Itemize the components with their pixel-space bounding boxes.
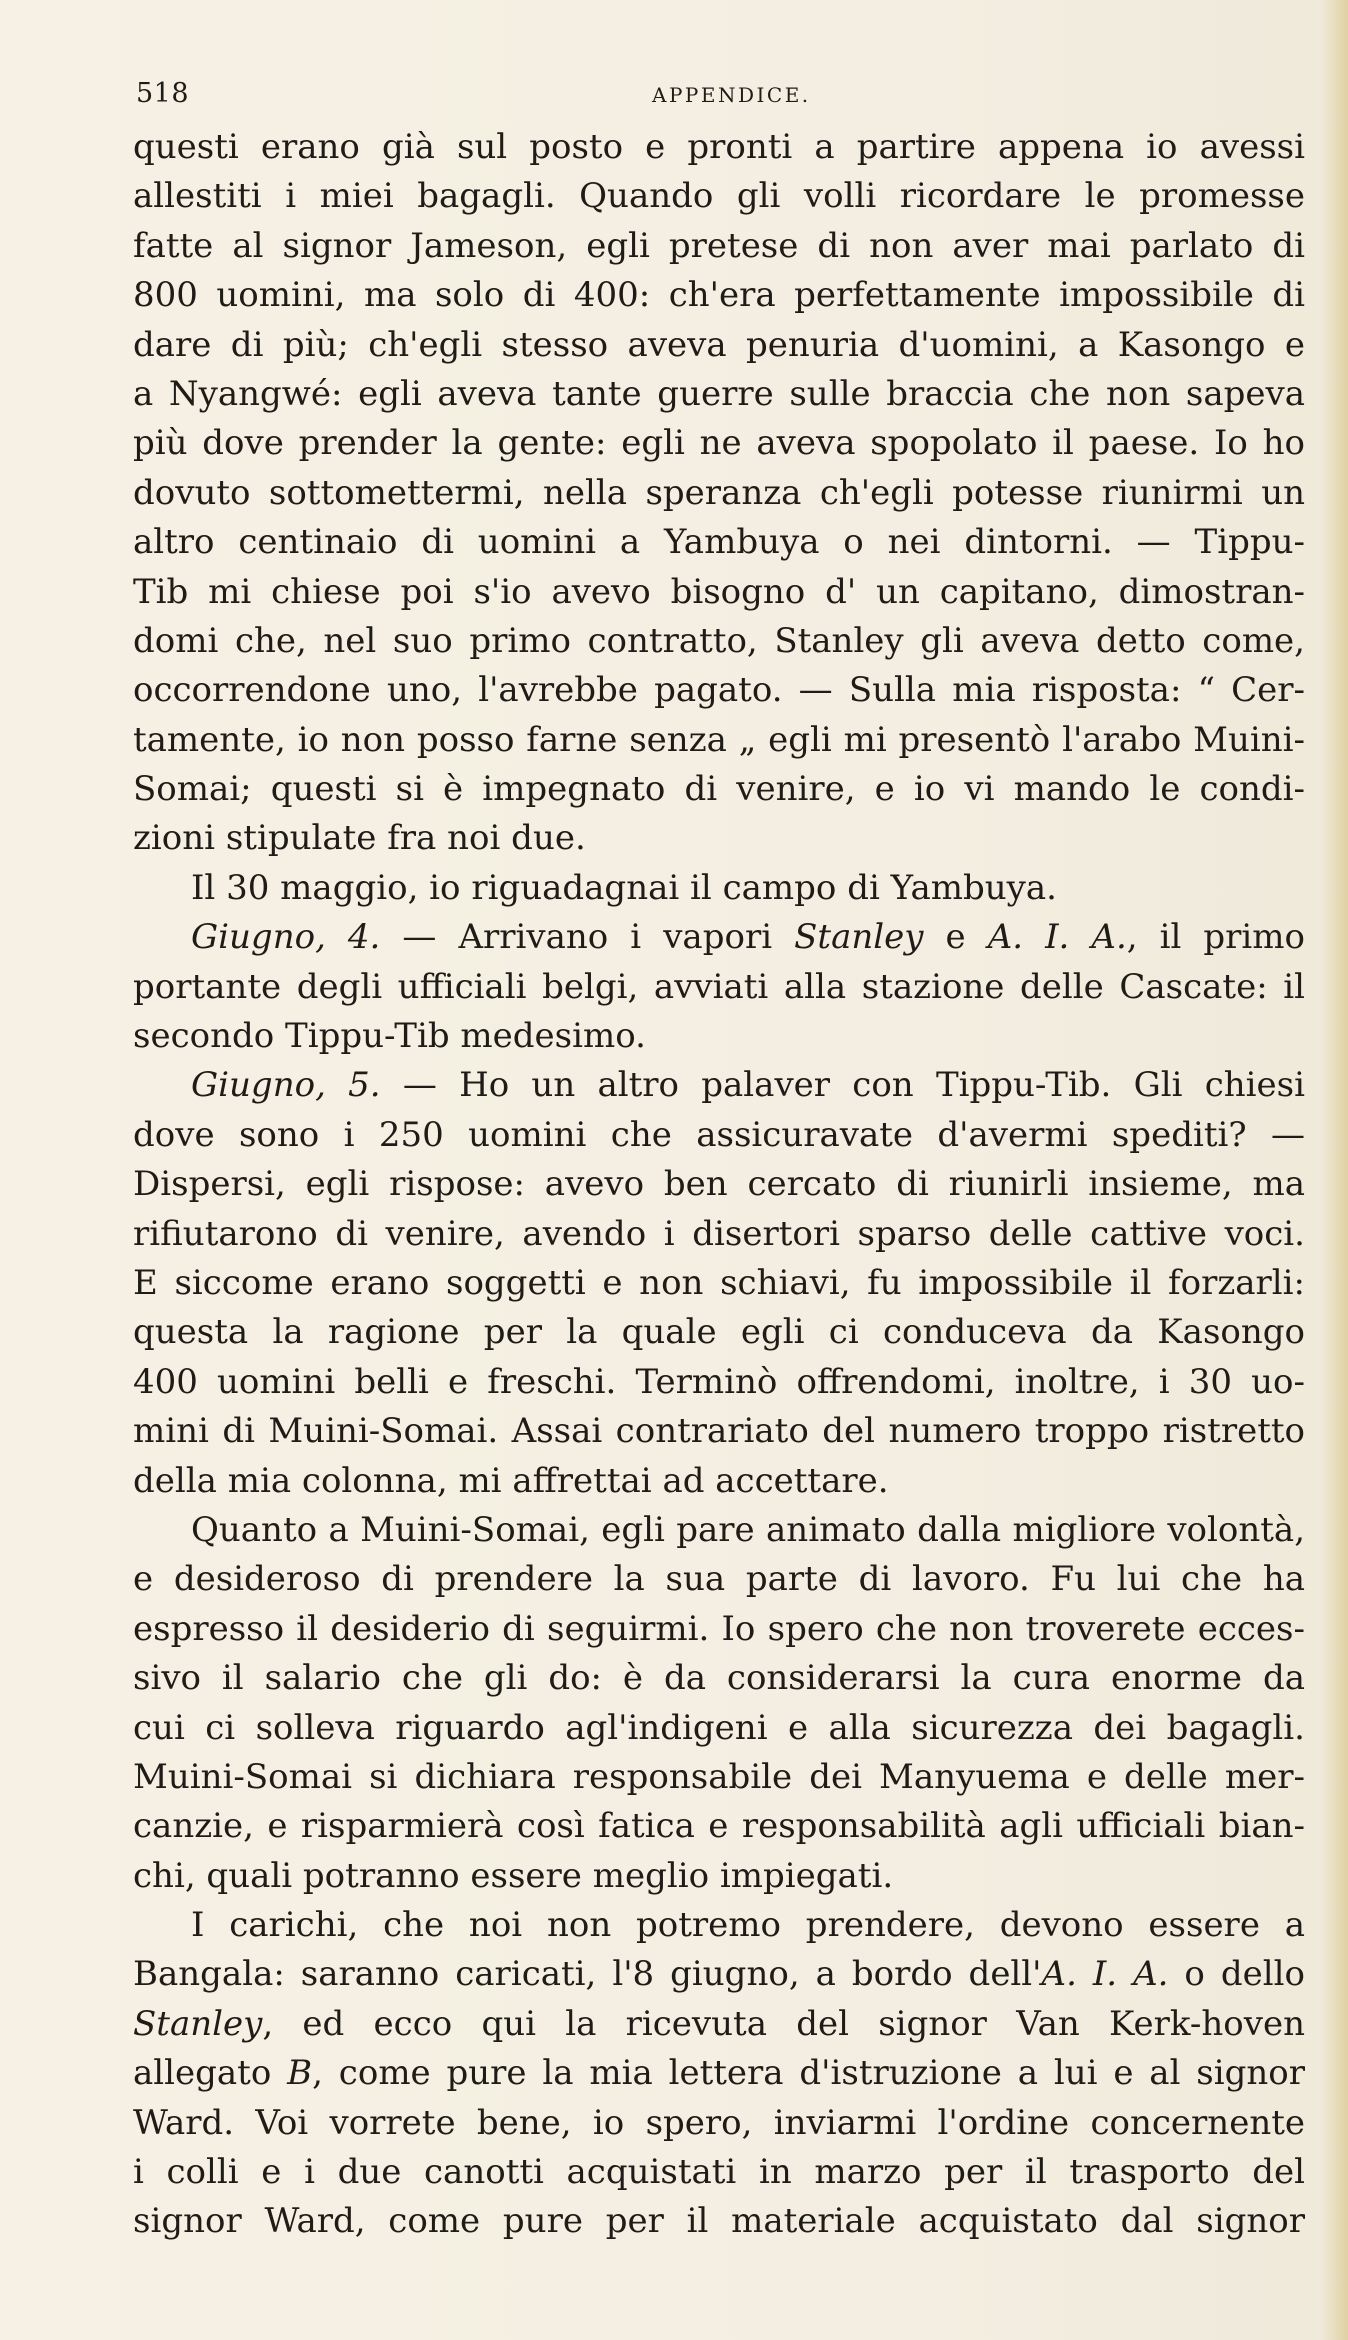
- text-italic: A. I. A.: [1041, 1954, 1169, 1995]
- text-line: rifiutarono di venire, avendo i disertori sparso delle cattive voci.: [133, 1213, 1305, 1254]
- text-line: 800 uomini, ma solo di 400: ch'era perfettamente impossibile di: [133, 275, 1305, 316]
- text-run: , il primo: [1126, 917, 1306, 958]
- text-line: E siccome erano soggetti e non schiavi, fu impossibile il forzarli:: [133, 1262, 1305, 1303]
- page-edge-shading: [1320, 0, 1348, 2340]
- text-line: I carichi, che noi non potremo prendere, devono essere a: [191, 1905, 1305, 1946]
- text-line: più dove prender la gente: egli ne aveva spopolato il paese. Io ho: [133, 423, 1305, 464]
- text-run: Bangala: saranno caricati, l'8 giugno, a bordo dell': [133, 1954, 1042, 1995]
- text-line: portante degli ufficiali belgi, avviati alla stazione delle Cascate: il: [133, 966, 1305, 1007]
- body-text: [133, 123, 1305, 2247]
- text-line-mixed: [133, 2049, 1305, 2098]
- text-line: dare di più; ch'egli stesso aveva penuria d'uomini, a Kasongo e: [133, 324, 1305, 365]
- text-line: domi che, nel suo primo contratto, Stanley gli aveva detto come,: [133, 620, 1305, 661]
- text-line: della mia colonna, mi affrettai ad accettare.: [133, 1460, 889, 1501]
- text-line: canzie, e risparmierà così fatica e responsabilità agli ufficiali bian-: [133, 1806, 1305, 1847]
- text-line-mixed: [133, 2000, 1305, 2049]
- text-line: Somai; questi si è impegnato di venire, e io vi mando le condi-: [133, 769, 1305, 810]
- text-line: questa la ragione per la quale egli ci conduceva da Kasongo: [133, 1312, 1305, 1353]
- text-line: allestiti i miei bagagli. Quando gli volli ricordare le promesse: [133, 176, 1305, 217]
- text-line: sivo il salario che gli do: è da considerarsi la cura enorme da: [133, 1658, 1305, 1699]
- text-line: signor Ward, come pure per il materiale acquistato dal signor: [133, 2201, 1305, 2242]
- text-run: , come pure la mia lettera d'istruzione a lui e al signor: [312, 2053, 1305, 2094]
- text-line: dove sono i 250 uomini che assicuravate d'avermi spediti? —: [133, 1114, 1305, 1155]
- text-line: Muini-Somai si dichiara responsabile dei Manyuema e delle mer-: [133, 1756, 1305, 1797]
- text-run: , ed ecco qui la ricevuta del signor Van Kerk-hoven: [262, 2003, 1305, 2044]
- text-line: i colli e i due canotti acquistati in marzo per il trasporto del: [133, 2152, 1305, 2193]
- text-italic: A. I. A.: [987, 917, 1127, 958]
- text-line: Il 30 maggio, io riguadagnai il campo di Yambuya.: [191, 867, 1057, 908]
- text-line: zioni stipulate fra noi due.: [133, 818, 586, 859]
- text-line: 400 uomini belli e freschi. Terminò offrendomi, inoltre, i 30 uo-: [133, 1361, 1305, 1402]
- text-run: allegato: [133, 2053, 288, 2094]
- text-italic: Giugno, 5.: [191, 1065, 381, 1106]
- text-line: e desideroso di prendere la sua parte di lavoro. Fu lui che ha: [133, 1559, 1305, 1600]
- text-line: occorrendone uno, l'avrebbe pagato. — Sulla mia risposta: “ Cer-: [133, 670, 1305, 711]
- text-line: secondo Tippu-Tib medesimo.: [133, 1016, 646, 1057]
- text-run: — Arrivano i vapori: [380, 917, 795, 958]
- text-line: dovuto sottomettermi, nella speranza ch'egli potesse riunirmi un: [133, 472, 1305, 513]
- text-line: Dispersi, egli rispose: avevo ben cercato di riunirli insieme, ma: [133, 1164, 1305, 1205]
- text-line: mini di Muini-Somai. Assai contrariato del numero troppo ristretto: [133, 1411, 1305, 1452]
- text-line-mixed: [133, 1061, 1305, 1110]
- running-head: APPENDICE.: [652, 83, 811, 107]
- text-line: chi, quali potranno essere meglio impiegati.: [133, 1855, 894, 1896]
- text-italic: Stanley: [133, 2003, 263, 2044]
- text-line-mixed: [133, 1950, 1305, 1999]
- text-line: questi erano già sul posto e pronti a partire appena io avessi: [133, 127, 1305, 167]
- text-line: Ward. Voi vorrete bene, io spero, inviarmi l'ordine concernente: [133, 2102, 1305, 2143]
- text-line: tamente, io non posso farne senza „ egli mi presentò l'arabo Muini-: [133, 719, 1305, 760]
- page-number: 518: [136, 78, 190, 109]
- text-run: o dello: [1168, 1954, 1305, 1995]
- text-italic: Giugno, 4.: [191, 917, 381, 958]
- text-line: a Nyangwé: egli aveva tante guerre sulle braccia che non sapeva: [133, 373, 1305, 414]
- text-line-mixed: [133, 913, 1305, 962]
- text-line: altro centinaio di uomini a Yambuya o nei dintorni. — Tippu-: [133, 522, 1305, 563]
- page-header: [136, 78, 1296, 118]
- text-line: Tib mi chiese poi s'io avevo bisogno d' un capitano, dimostran-: [133, 571, 1305, 612]
- text-line: espresso il desiderio di seguirmi. Io spero che non troverete ecces-: [133, 1608, 1305, 1649]
- text-line: cui ci solleva riguardo agl'indigeni e alla sicurezza dei bagagli.: [133, 1707, 1305, 1748]
- text-line: fatte al signor Jameson, egli pretese di non aver mai parlato di: [133, 225, 1305, 266]
- text-line: Quanto a Muini-Somai, egli pare animato dalla migliore volontà,: [191, 1509, 1305, 1550]
- text-run: — Ho un altro palaver con Tippu-Tib. Gli chiesi: [380, 1065, 1305, 1106]
- text-italic: Stanley: [794, 917, 924, 958]
- text-italic: B: [287, 2053, 313, 2094]
- text-run: e: [923, 917, 988, 958]
